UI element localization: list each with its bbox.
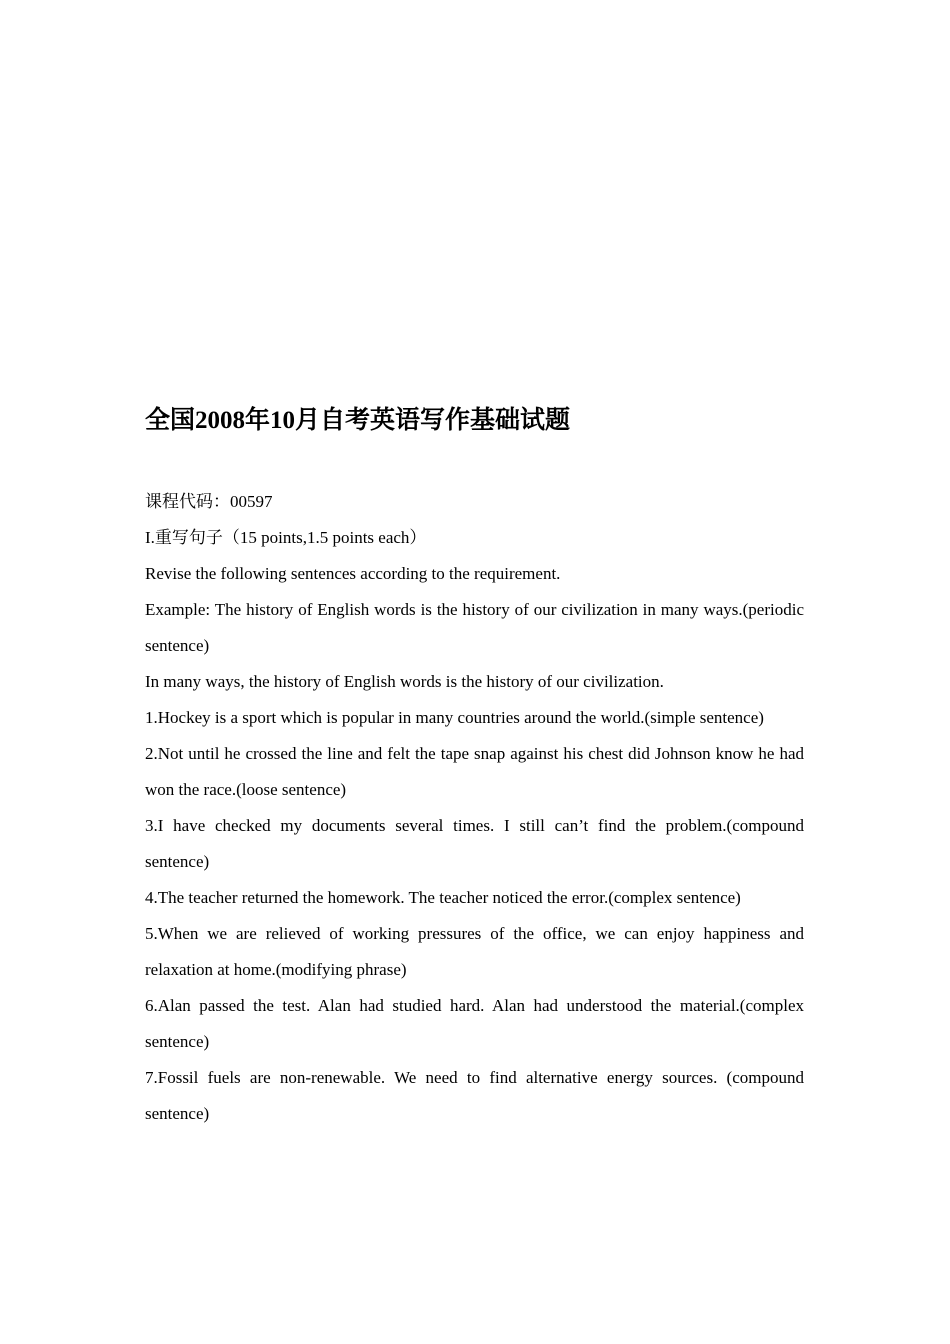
question-item: 4.The teacher returned the homework. The teacher noticed the error.(complex sentence) [145,888,741,907]
example-answer: In many ways, the history of English words is the history of our civilization. [145,672,664,691]
section-heading: I.重写句子（15 points,1.5 points each） [145,528,427,547]
document-body [145,484,804,1132]
question-item: 2.Not until he crossed the line and felt the tape snap against his chest did Johnson know he had won the race.(loose sentence) [145,744,804,799]
example-text: Example: The history of English words is the history of our civilization in many ways.(periodic sentence) [145,600,804,655]
question-item: 5.When we are relieved of working pressures of the office, we can enjoy happiness and relaxation at home.(modifying phrase) [145,924,804,979]
question-item: 3.I have checked my documents several times. I still can’t find the problem.(compound sentence) [145,816,804,871]
question-item: 7.Fossil fuels are non-renewable. We need to find alternative energy sources. (compound sentence) [145,1068,804,1123]
course-code: 课程代码：00597 [145,492,273,511]
question-item: 1.Hockey is a sport which is popular in many countries around the world.(simple sentence) [145,708,764,727]
question-item: 6.Alan passed the test. Alan had studied hard. Alan had understood the material.(complex sentence) [145,996,804,1051]
document-title: 全国2008年10月自考英语写作基础试题 [145,407,571,434]
instruction-text: Revise the following sentences according to the requirement. [145,564,561,583]
